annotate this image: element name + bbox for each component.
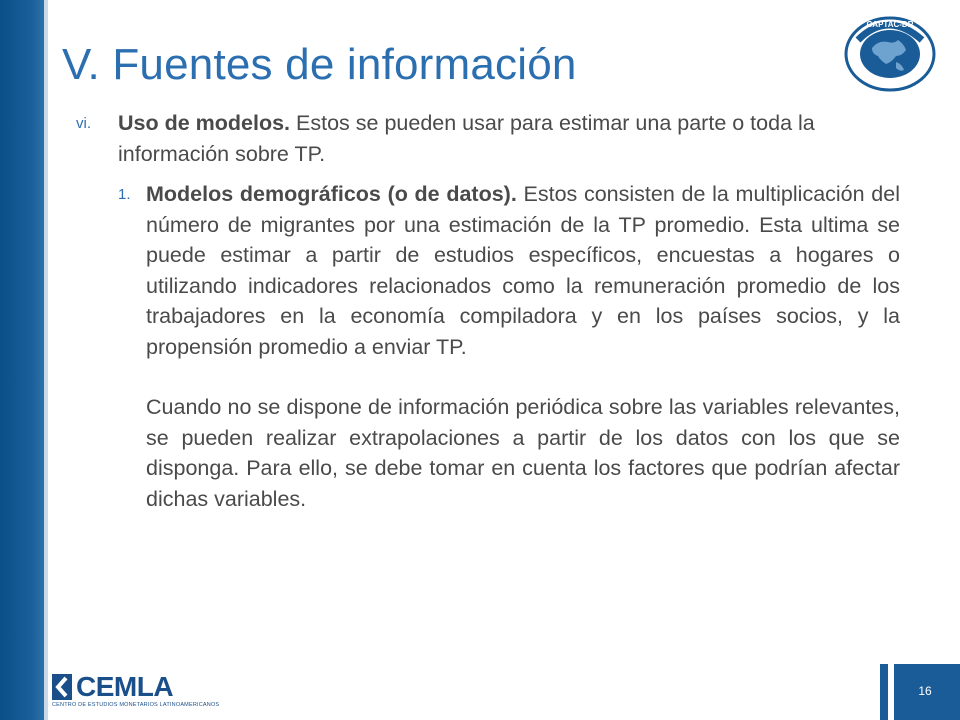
list-marker-vi: vi. [76, 115, 91, 132]
page-number: 16 [918, 684, 932, 698]
list-item-1 [76, 179, 900, 362]
cemla-logo [52, 671, 220, 712]
captac-dr-logo [838, 10, 942, 94]
item-vi-text: Estos se pueden usar para estimar una parte o toda la información sobre TP. [118, 111, 815, 166]
list-marker-1: 1. [118, 186, 131, 203]
left-accent-bar [0, 0, 44, 720]
item-1-text: Estos consisten de la multiplicación del número de migrantes por una estimación de la TP promedio. Esta ultima se puede estimar a partir de estudios específicos, encuestas a hogares o utilizando indicadores relacionados como la remuneración promedio de los trabajadores en la economía compiladora y en los países socios, y la propensión promedio a enviar TP. [146, 182, 900, 359]
item-1-lead: Modelos demográficos (o de datos). [146, 182, 517, 206]
left-accent-bar-edge [44, 0, 48, 720]
cemla-mark-icon [52, 674, 76, 702]
cemla-subtitle: CENTRO DE ESTUDIOS MONETARIOS LATINOAMERICANOS [52, 702, 220, 708]
paragraph-2: Cuando no se dispone de información periódica sobre las variables relevantes, se pueden realizar extrapolaciones a partir de los datos con los que se disponga. Para ello, se debe tomar en cuenta los factores que podrían afectar dichas variables. [146, 395, 900, 511]
slide-title: V. Fuentes de información [62, 40, 577, 89]
item-vi-lead: Uso de modelos. [118, 111, 291, 135]
slide-body [76, 108, 900, 514]
cemla-name: CEMLA [76, 671, 174, 702]
captac-dr-label: CAPTAC-DR [866, 20, 914, 29]
list-item-vi [76, 108, 900, 169]
